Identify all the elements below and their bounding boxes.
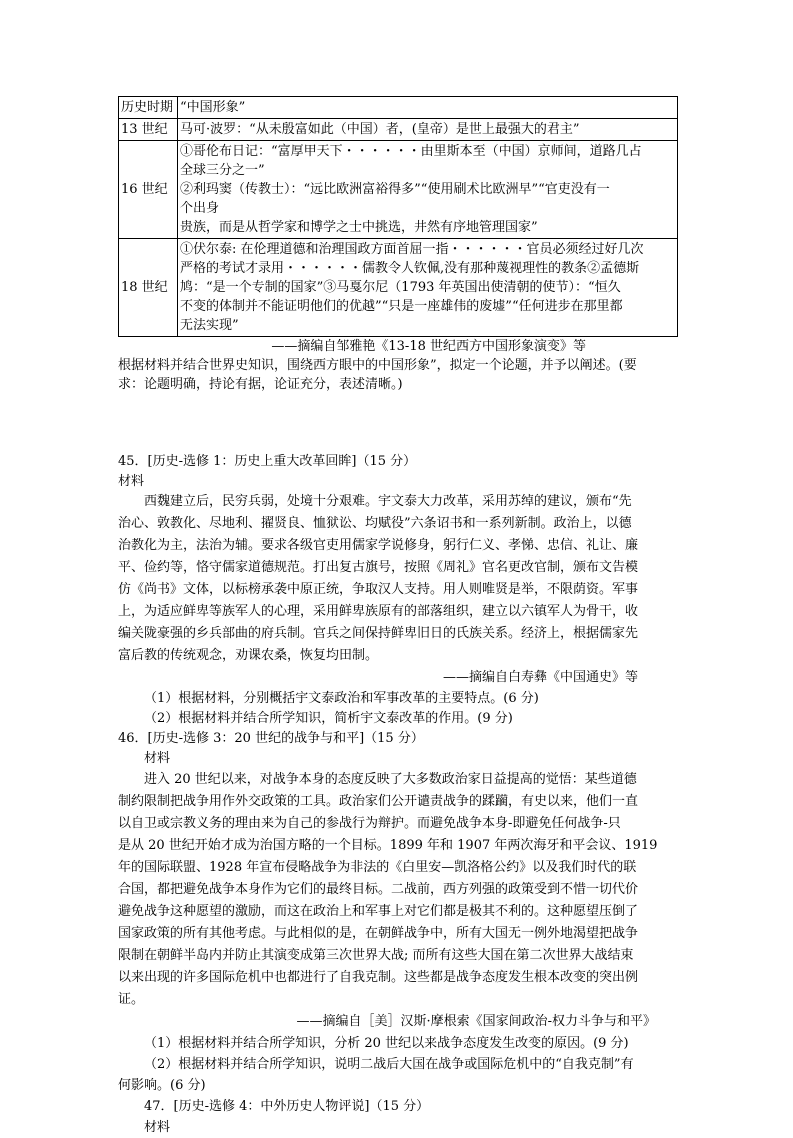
cell-line: 全球三分之一” <box>180 163 265 178</box>
paragraph-line: 年的国际联盟、1928 年宣布侵略战争为非法的《白里安—凯洛格公约》以及我们时代的联 <box>118 860 637 875</box>
paragraph-line: 编关陇豪强的乡兵部曲的府兵制。官兵之间保持鲜卑旧日的氏族关系。经济上，根据儒家先 <box>118 626 639 641</box>
cell-line: 个出身 <box>180 201 220 216</box>
paragraph-line: 西魏建立后，民穷兵弱，处境十分艰难。宇文泰大力改革，采用苏绰的建议，颁布“先 <box>144 494 632 509</box>
paragraph-line: 以来出现的许多国际危机中也都进行了自我克制。这些都是战争态度发生根本改变的突出例 <box>118 970 639 985</box>
cell-line: 贵族，而是从哲学家和博学之士中挑选，井然有序地管理国家” <box>180 220 538 235</box>
period-cell: 13 世纪 <box>119 119 178 141</box>
q47-material-label: 材料 <box>144 1120 171 1135</box>
content-cell <box>178 141 678 239</box>
paragraph-line: 治教化为主，法治为辅。要求各级官吏用儒家学说修身，躬行仁义、孝悌、忠信、礼让、廉 <box>118 538 639 553</box>
china-image-table <box>118 96 678 337</box>
q45-title: 45．[历史-选修 1：历史上重大改革回眸]（15 分） <box>118 454 417 469</box>
q46-question: （2）根据材料并结合所学知识，说明二战后大国在战争或国际危机中的“自我克制”有 <box>144 1057 634 1072</box>
document-page <box>118 96 678 1138</box>
table-row <box>119 239 678 337</box>
cell-line: 严格的考试才录用・・・・・・儒教令人钦佩,没有那种蔑视理性的教条②孟德斯 <box>180 261 640 276</box>
table-source: ——摘编自邹雅艳《13-18 世纪西方中国形象演变》等 <box>271 339 586 354</box>
q47-title: 47．[历史-选修 4：中外历史人物评说]（15 分） <box>144 1099 430 1114</box>
paragraph-line: 制约限制把战争用作外交政策的工具。政治家们公开谴责战争的蹂躏，有史以来，他们一直 <box>118 794 639 809</box>
table-row <box>119 119 678 141</box>
q46-question: （1）根据材料并结合所学知识，分析 20 世纪以来战争态度发生改变的原因。(9 分) <box>144 1036 629 1051</box>
period-cell: 16 世纪 <box>119 141 178 239</box>
header-image: “中国形象” <box>178 97 678 119</box>
q45-question: （2）根据材料并结合所学知识，简析宇文泰改革的作用。(9 分) <box>144 711 513 726</box>
content-cell <box>178 239 678 337</box>
content-cell <box>178 119 678 141</box>
paragraph-line: 仿《尚书》文体，以标榜承袭中原正统，争取汉人支持。用人则唯贤是举，不限荫资。军事 <box>118 582 639 597</box>
cell-line: 马可·波罗：“从未殷富如此（中国）者，(皇帝）是世上最强大的君主” <box>180 122 580 137</box>
q46-question: 何影响。(6 分) <box>118 1078 206 1093</box>
paragraph-line: 以自卫或宗教义务的理由来为自己的参战行为辩护。而避免战争本身-即避免任何战争-只 <box>118 816 621 831</box>
q46-source: ——摘编自［美］汉斯·摩根索《国家间政治-权力斗争与和平》 <box>296 1014 656 1029</box>
paragraph-line: 合国，都把避免战争本身作为它们的最终目标。二战前，西方列强的政策受到不惜一切代价 <box>118 882 639 897</box>
cell-line: 无法实现” <box>180 318 239 333</box>
paragraph-line: 富后教的传统观念，劝课农桑，恢复均田制。 <box>118 648 379 663</box>
paragraph-line: 平、俭约等，恪守儒家道德规范。打出复古旗号，按照《周礼》官名更改官制，颁布文告模 <box>118 560 639 575</box>
cell-line: ①哥伦布日记：“富厚甲天下・・・・・・由里斯本至（中国）京师间，道路几占 <box>180 144 642 159</box>
paragraph-line: 证。 <box>118 992 145 1007</box>
q46-material-label: 材料 <box>144 751 171 766</box>
table-row <box>119 141 678 239</box>
paragraph-line: 进入 20 世纪以来，对战争本身的态度反映了大多数政治家日益提高的觉悟：某些道德 <box>144 772 637 787</box>
paragraph-line: 限制在朝鲜半岛内并防止其演变成第三次世界大战; 而所有这些大国在第二次世界大战结束 <box>118 948 634 963</box>
period-cell: 18 世纪 <box>119 239 178 337</box>
table-header-row <box>119 97 678 119</box>
paragraph-line: 是从 20 世纪开始才成为治国方略的一个目标。1899 年和 1907 年两次海牙和平会议、1919 <box>118 838 658 853</box>
q44-prompt-line: 求：论题明确，持论有据，论证充分，表述清晰。) <box>118 377 403 392</box>
cell-line: 鸠：“是一个专制的国家”③马戛尔尼（1793 年英国出使清朝的使节）：“恒久 <box>180 280 621 295</box>
q46-material <box>118 769 678 1011</box>
header-period: 历史时期 <box>119 97 178 119</box>
cell-line: ②利玛窦（传教士）：“远比欧洲富裕得多”“使用刷术比欧洲早”“官吏没有一 <box>180 182 610 197</box>
q45-material <box>118 491 678 667</box>
cell-line: ①伏尔泰: 在伦理道德和治理国政方面首屈一指・・・・・・官员必须经过好几次 <box>180 242 644 257</box>
q45-question: （1）根据材料，分别概括宇文泰政治和军事改革的主要特点。(6 分) <box>144 691 539 706</box>
blank-space <box>118 394 678 444</box>
q44-prompt-line: 根据材料并结合世界史知识，围绕西方眼中的中国形象”，拟定一个论题，并予以阐述。(要 <box>118 358 637 373</box>
paragraph-line: 避免战争这种愿望的激励，而这在政治上和军事上对它们都是极其不利的。这种愿望压倒了 <box>118 904 639 919</box>
q45-material-label: 材料 <box>118 474 145 489</box>
paragraph-line: 治心、敦教化、尽地利、擢贤良、恤狱讼、均赋役”六条诏书和一系列新制。政治上，以德 <box>118 516 632 531</box>
paragraph-line: 上，为适应鲜卑等族军人的心理，采用鲜卑族原有的部落组织，建立以六镇军人为骨干，收 <box>118 604 639 619</box>
paragraph-line: 国家政策的所有其他考虑。与此相似的是，在朝鲜战争中，所有大国无一例外地渴望把战争 <box>118 926 639 941</box>
cell-line: 不变的体制并不能证明他们的优越”“只是一座雄伟的废墟”“任何进步在那里都 <box>180 299 623 314</box>
q46-title: 46．[历史-选修 3：20 世纪的战争与和平]（15 分） <box>118 731 424 746</box>
q45-source: ——摘编自白寿彝《中国通史》等 <box>442 670 638 685</box>
